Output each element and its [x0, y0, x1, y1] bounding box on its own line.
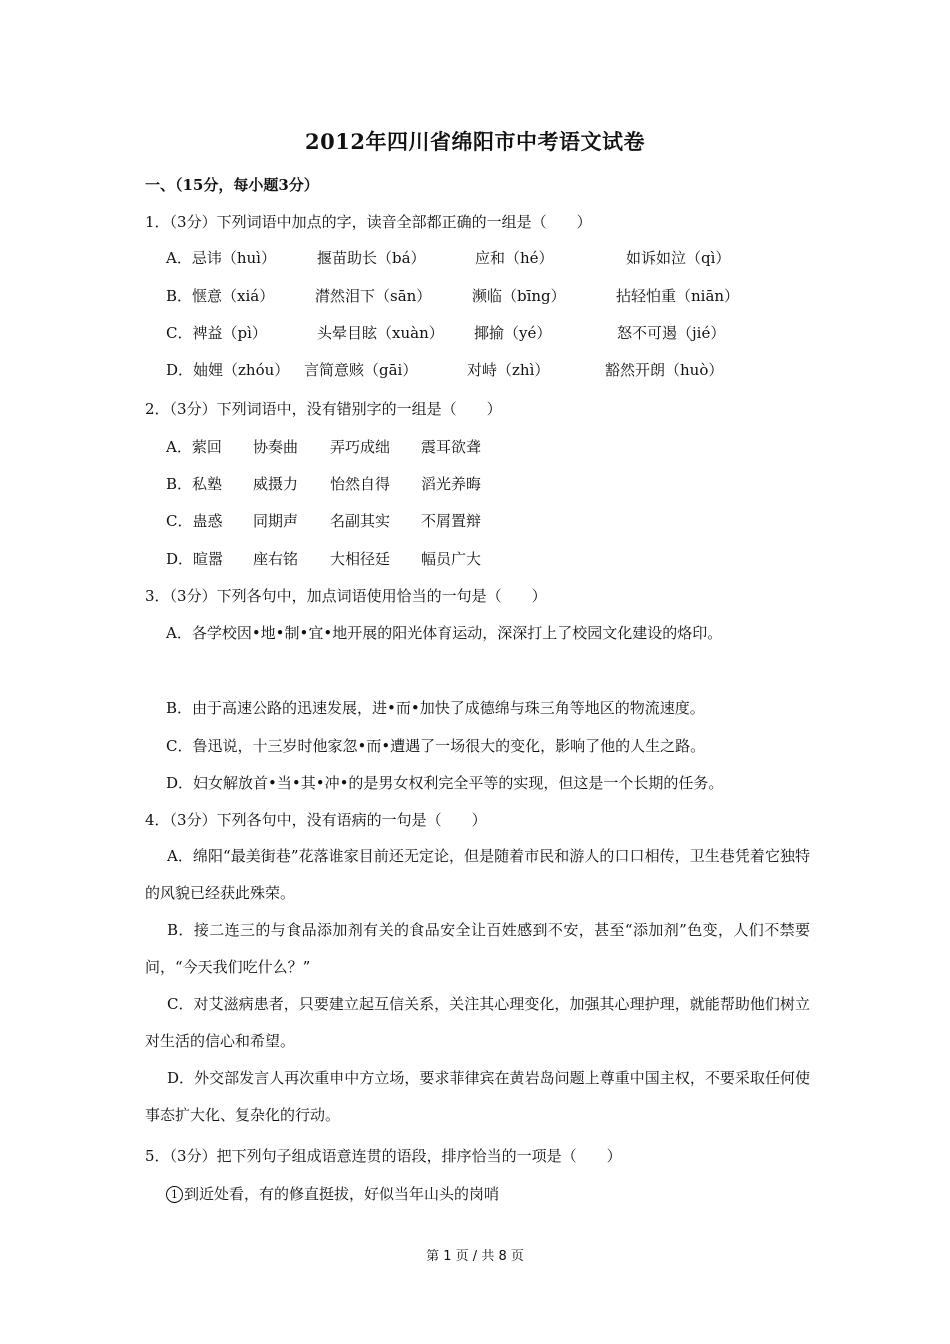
q5-item-1 [166, 1183, 499, 1204]
q1-d-2: 言简意赅（gāi） [304, 361, 418, 379]
q3-option-b: B．由于高速公路的迅速发展，进•而•加快了成德绵与珠三角等地区的物流速度。 [166, 699, 705, 717]
q1-a-2: 揠苗助长（bá） [317, 249, 426, 267]
q1-d-1: D．妯娌（zhóu） [166, 361, 290, 379]
q2-a-2: 协奏曲 [253, 438, 299, 456]
q1-c-2: 头晕目眩（xuàn） [317, 324, 444, 342]
q2-b-3: 怡然自得 [330, 475, 391, 493]
q1-b-3: 濒临（bīng） [472, 287, 566, 305]
q3-option-a: A．各学校因•地•制•宜•地开展的阳光体育运动，深深打上了校园文化建设的烙印。 [166, 624, 723, 642]
q4-option-a: A．绵阳“最美街巷”花落谁家目前还无定论，但是随着市民和游人的口口相传，卫生巷凭着它独特的风貌已经获此殊荣。 [145, 847, 810, 902]
q1-d-3: 对峙（zhì） [467, 361, 550, 379]
q2-d-3: 大相径廷 [330, 550, 391, 568]
q2-b-1: B．私塾 [166, 475, 223, 493]
q2-d-1: D．暄嚣 [166, 550, 224, 568]
q1-a-3: 应和（hé） [475, 249, 554, 267]
q3-stem: 3．（3分）下列各句中，加点词语使用恰当的一句是（ ） [145, 587, 547, 605]
q4-option-b: B．接二连三的与食品添加剂有关的食品安全让百姓感到不安，甚至“添加剂”色变，人们不禁要问，“今天我们吃什么？” [145, 921, 810, 976]
q2-c-4: 不屑置辩 [421, 512, 482, 530]
q1-a-1: A．忌讳（huì） [166, 249, 276, 267]
q1-c-1: C．裨益（pì） [166, 324, 267, 342]
page-title: 2012年四川省绵阳市中考语文试卷 [305, 129, 645, 154]
q1-a-4: 如诉如泣（qì） [626, 249, 731, 267]
q2-stem: 2．（3分）下列词语中，没有错别字的一组是（ ） [145, 400, 502, 418]
q1-b-4: 拈轻怕重（niān） [616, 287, 740, 305]
q2-d-2: 座右铭 [253, 550, 299, 568]
q1-b-1: B．惬意（xiá） [166, 287, 275, 305]
q1-b-2: 潸然泪下（sān） [315, 287, 432, 305]
q4-option-c: C．对艾滋病患者，只要建立起互信关系，关注其心理变化，加强其心理护理，就能帮助他们树立对生活的信心和希望。 [145, 995, 810, 1050]
q2-b-2: 威摄力 [253, 475, 299, 493]
q2-c-1: C．蛊惑 [166, 512, 223, 530]
q2-c-2: 同期声 [253, 512, 299, 530]
page-footer: 第 1 页 / 共 8 页 [426, 1249, 524, 1264]
q1-c-4: 怒不可遏（jié） [617, 324, 726, 342]
circled-number: 1 [166, 1186, 183, 1203]
q1-c-3: 揶揄（yé） [474, 324, 552, 342]
q2-a-3: 弄巧成绌 [330, 438, 391, 456]
q2-d-4: 幅员广大 [421, 550, 482, 568]
q5-stem: 5．（3分）把下列句子组成语意连贯的语段，排序恰当的一项是（ ） [145, 1147, 622, 1165]
q2-b-4: 滔光养晦 [421, 475, 482, 493]
q1-d-4: 豁然开朗（huò） [605, 361, 724, 379]
q3-option-d: D．妇女解放首•当•其•冲•的是男女权利完全平等的实现，但这是一个长期的任务。 [166, 774, 724, 792]
q3-option-c: C．鲁迅说，十三岁时他家忽•而•遭遇了一场很大的变化，影响了他的人生之路。 [166, 737, 706, 755]
q2-a-4: 震耳欲聋 [421, 438, 482, 456]
q4-option-d: D．外交部发言人再次重申中方立场，要求菲律宾在黄岩岛问题上尊重中国主权，不要采取任何使事态扩大化、复杂化的行动。 [145, 1069, 810, 1124]
q5-item-1-text: 到近处看，有的修直挺拔，好似当年山头的岗哨 [184, 1185, 500, 1203]
q2-a-1: A．萦回 [166, 438, 222, 456]
q2-c-3: 名副其实 [330, 512, 391, 530]
section-heading: 一、（15分，每小题3分） [145, 176, 319, 194]
q4-stem: 4．（3分）下列各句中，没有语病的一句是（ ） [145, 811, 487, 829]
q1-stem: 1．（3分）下列词语中加点的字，读音全部都正确的一组是（ ） [145, 213, 592, 231]
